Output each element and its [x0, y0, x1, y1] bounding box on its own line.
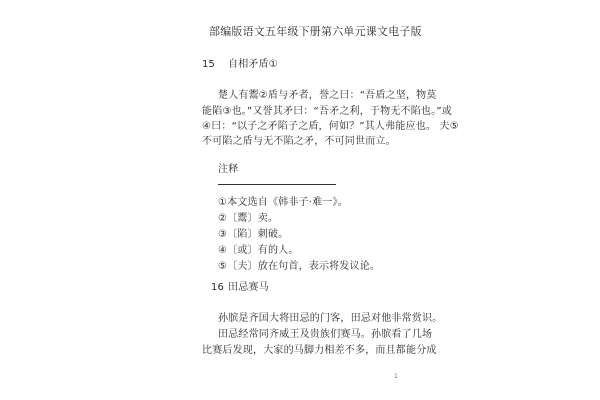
lesson-15-text-line-1: 楚人有鬻②盾与矛者，誉之曰：“吾盾之坚，物莫	[218, 90, 437, 101]
lesson-15-title: 自相矛盾①	[228, 59, 278, 70]
lesson-16-heading	[211, 281, 269, 294]
lesson-15-text-line-2: 能陷③也。”又誉其矛曰：“吾矛之利，于物无不陷也。”或	[202, 106, 452, 117]
note-item-4: ④〔或〕有的人。	[218, 245, 299, 256]
note-item-2: ②〔鬻〕卖。	[218, 213, 279, 224]
lesson-16-text-line-1: 孙膑是齐国大将田忌的门客，田忌对他非常赏识。	[218, 313, 443, 324]
lesson-15-number: 15	[202, 59, 216, 70]
note-item-3: ③〔陷〕刺破。	[218, 229, 289, 240]
lesson-15-text-line-4: 不可陷之盾与无不陷之矛，不可同世而立。	[202, 136, 396, 147]
lesson-16-text-line-2: 田忌经常同齐威王及贵族们赛马。孙膑看了几场	[218, 329, 433, 340]
document-title: 部编版语文五年级下册第六单元课文电子版	[209, 25, 422, 38]
page-number: 1	[394, 373, 399, 380]
lesson-15-heading	[202, 58, 278, 71]
note-item-5: ⑤〔夫〕放在句首，表示将发议论。	[218, 261, 381, 272]
lesson-16-text-line-3: 比赛后发现，大家的马脚力相差不多，而且都能分成	[202, 345, 437, 356]
notes-label: 注释	[218, 164, 239, 175]
lesson-16-number: 16	[211, 282, 225, 293]
lesson-16-title: 田忌赛马	[228, 282, 269, 293]
notes-divider	[218, 184, 336, 185]
lesson-15-text-line-3: ④曰：“以子之矛陷子之盾，何如？”其人弗能应也。 夫⑤	[202, 121, 459, 132]
note-item-1: ①本文选自《韩非子·难一》。	[218, 197, 348, 208]
